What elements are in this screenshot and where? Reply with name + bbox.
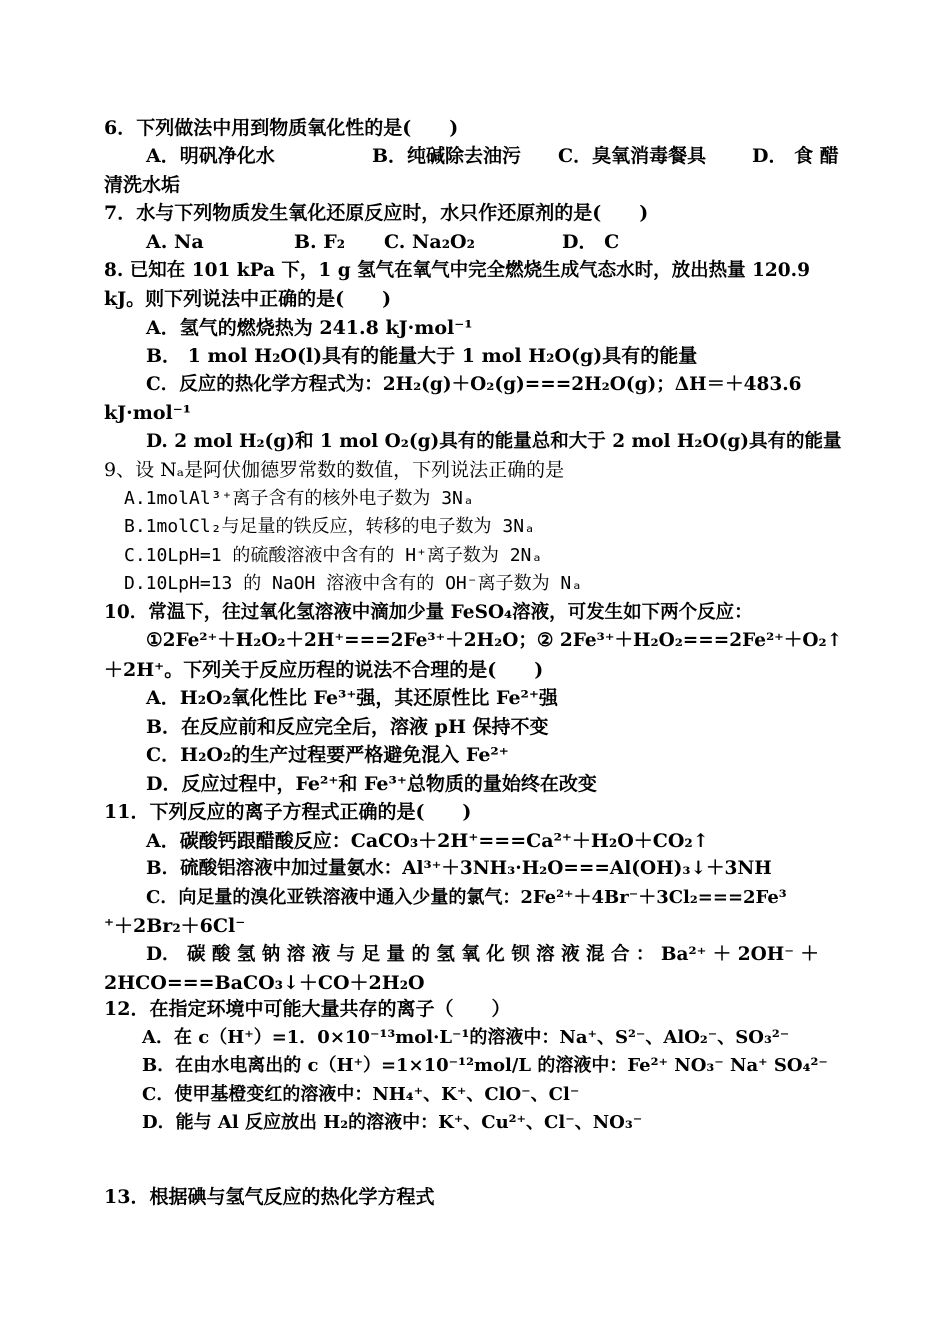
q10-option-a: A．H₂O₂氧化性比 Fe³⁺强，其还原性比 Fe²⁺强 (146, 687, 558, 709)
q12-stem: 12．在指定环境中可能大量共存的离子（ ） (104, 998, 511, 1020)
q6-option-c: C．臭氧消毒餐具 (558, 145, 707, 167)
q7-option-d: D． C (562, 231, 620, 253)
q10-option-d: D．反应过程中，Fe²⁺和 Fe³⁺总物质的量始终在改变 (146, 773, 597, 795)
q11-stem: 11．下列反应的离子方程式正确的是( ) (104, 801, 472, 823)
q6-option-d: D． 食 醋 (752, 145, 839, 167)
q8-option-b: B． 1 mol H₂O(l)具有的能量大于 1 mol H₂O(g)具有的能量 (146, 345, 698, 367)
q11-option-d-line1: D． 碳 酸 氢 钠 溶 液 与 足 量 的 氢 氧 化 钡 溶 液 混 合 ： Ba²⁺ ＋ 2OH⁻ ＋ (146, 944, 819, 965)
q7-option-b: B. F₂ (294, 231, 346, 253)
q13-stem: 13．根据碘与氢气反应的热化学方程式 (104, 1186, 435, 1208)
q9-option-a: A.1molAl³⁺离子含有的核外电子数为 3Nₐ (124, 488, 474, 509)
q9-option-b: B.1molCl₂与足量的铁反应，转移的电子数为 3Nₐ (124, 516, 535, 537)
q9-option-d: D.10LpH=13 的 NaOH 溶液中含有的 OH⁻离子数为 Nₐ (124, 573, 583, 594)
q10-option-b: B．在反应前和反应完全后，溶液 pH 保持不变 (146, 716, 549, 738)
q6-option-d-continued: 清洗水垢 (104, 174, 181, 196)
q11-option-c-line1: C．向足量的溴化亚铁溶液中通入少量的氯气：2Fe²⁺＋4Br⁻＋3Cl₂===2Fe³ (146, 887, 787, 908)
q12-option-d: D．能与 Al 反应放出 H₂的溶液中：K⁺、Cu²⁺、Cl⁻、NO₃⁻ (142, 1112, 643, 1133)
q7-option-a: A. Na (146, 231, 204, 253)
q8-option-c-line2: kJ·mol⁻¹ (104, 402, 192, 424)
q8-option-a: A．氢气的燃烧热为 241.8 kJ·mol⁻¹ (146, 317, 473, 339)
q12-option-c: C．使甲基橙变红的溶液中：NH₄⁺、K⁺、ClO⁻、Cl⁻ (142, 1084, 580, 1105)
q9-option-c: C.10LpH=1 的硫酸溶液中含有的 H⁺离子数为 2Nₐ (124, 545, 543, 566)
q12-option-a: A．在 c（H⁺）=1．0×10⁻¹³mol·L⁻¹的溶液中：Na⁺、S²⁻、AlO₂⁻、SO₃²⁻ (142, 1027, 790, 1048)
q6-option-b: B．纯碱除去油污 (372, 145, 522, 167)
q8-stem-line1: 8. 已知在 101 kPa 下，1 g 氢气在氧气中完全燃烧生成气态水时，放出热量 120.9 (104, 260, 810, 281)
q6-option-a: A．明矾净化水 (146, 145, 275, 167)
q11-option-b: B．硫酸铝溶液中加过量氨水：Al³⁺＋3NH₃·H₂O===Al(OH)₃↓＋3NH (146, 858, 772, 879)
q6-stem: 6．下列做法中用到物质氧化性的是( ) (104, 117, 459, 139)
q8-option-d: D. 2 mol H₂(g)和 1 mol O₂(g)具有的能量总和大于 2 mol H₂O(g)具有的能量 (146, 431, 842, 452)
q10-stem-line2: ①2Fe²⁺＋H₂O₂＋2H⁺===2Fe³⁺＋2H₂O；② 2Fe³⁺＋H₂O₂===2Fe²⁺＋O₂↑ (146, 630, 843, 651)
q7-stem: 7．水与下列物质发生氧化还原反应时，水只作还原剂的是( ) (104, 202, 649, 224)
q11-option-c-line2: ⁺＋2Br₂＋6Cl⁻ (104, 915, 246, 937)
q8-stem-line2: kJ。则下列说法中正确的是( ) (104, 288, 392, 310)
q11-option-a: A．碳酸钙跟醋酸反应：CaCO₃＋2H⁺===Ca²⁺＋H₂O＋CO₂↑ (146, 830, 709, 852)
q7-option-c: C. Na₂O₂ (384, 231, 475, 253)
q10-stem-line3: ＋2H⁺。下列关于反应历程的说法不合理的是( ) (104, 659, 544, 681)
q12-option-b: B．在由水电离出的 c（H⁺）=1×10⁻¹²mol/L 的溶液中：Fe²⁺ NO₃⁻ Na⁺ SO₄²⁻ (142, 1055, 828, 1076)
q10-stem-line1: 10．常温下，往过氧化氢溶液中滴加少量 FeSO₄溶液，可发生如下两个反应： (104, 602, 753, 623)
q10-option-c: C．H₂O₂的生产过程要严格避免混入 Fe²⁺ (146, 744, 509, 766)
q8-option-c-line1: C．反应的热化学方程式为：2H₂(g)＋O₂(g)===2H₂O(g)；ΔH＝＋483.6 (146, 374, 802, 395)
q9-stem: 9、设 Nₐ是阿伏伽德罗常数的数值，下列说法正确的是 (104, 459, 565, 481)
q11-option-d-line2: 2HCO===BaCO₃↓＋CO＋2H₂O (104, 972, 425, 994)
